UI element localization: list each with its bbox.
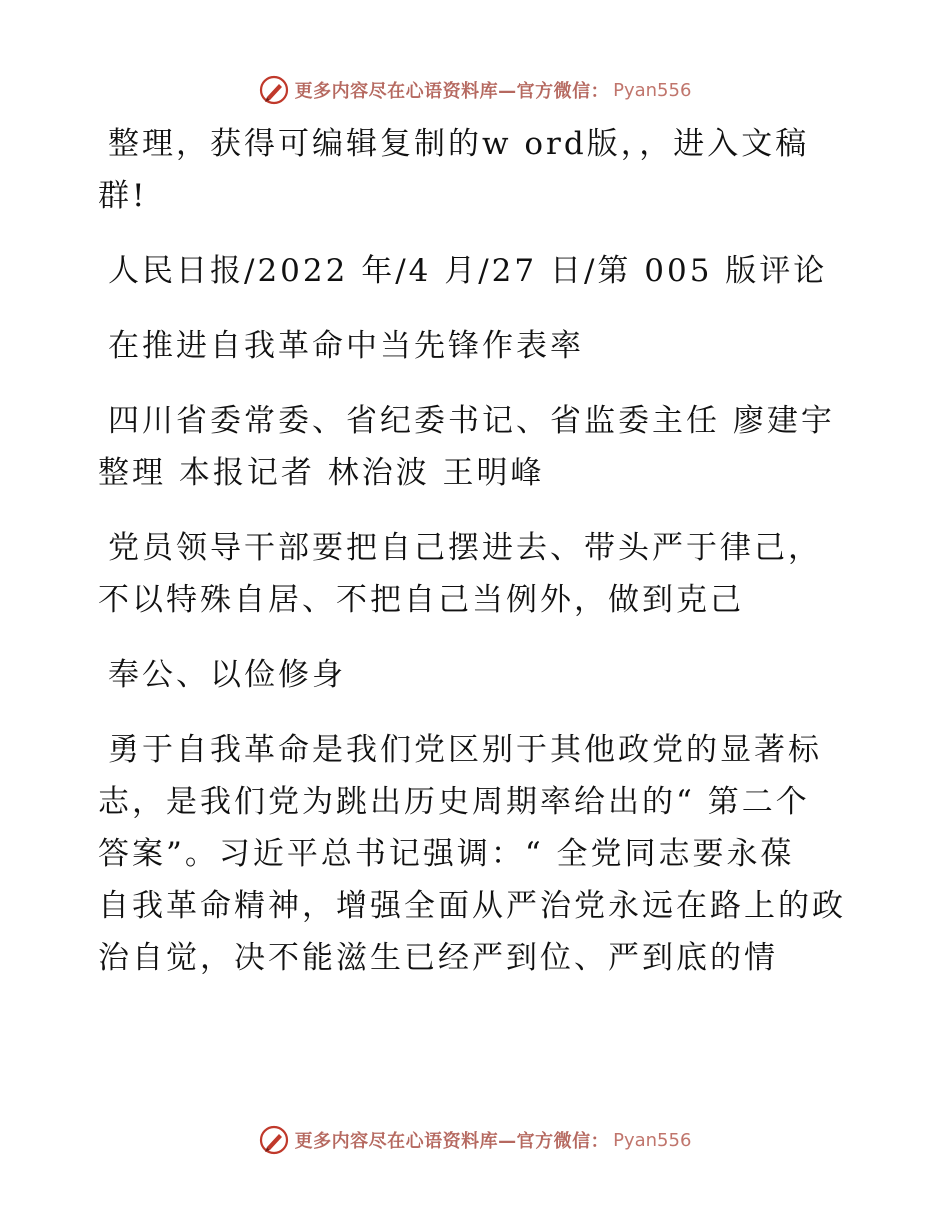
text-line: 群! <box>98 178 148 214</box>
article-title: 在推进自我革命中当先锋作表率 <box>108 328 584 364</box>
banner-contact: Pyan556 <box>613 79 692 101</box>
text-line: 整理，获得可编辑复制的w ord版，，进入文稿 <box>108 126 810 162</box>
paragraph <box>98 522 858 626</box>
footer-banner <box>0 1120 950 1160</box>
text-line: 勇于自我革命是我们党区别于其他政党的显著标 <box>108 732 822 768</box>
paragraph <box>98 245 858 297</box>
text-line: 答案”。习近平总书记强调：“ 全党同志要永葆 <box>98 836 795 872</box>
banner-text: 更多内容尽在心语资料库—官方微信： <box>294 81 610 102</box>
pen-logo-icon <box>259 75 289 105</box>
text-line: 自我革命精神，增强全面从严治党永远在路上的政 <box>98 888 846 924</box>
text-line: 奉公、以俭修身 <box>108 657 346 693</box>
text-line: 志，是我们党为跳出历史周期率给出的“ 第二个 <box>98 784 810 820</box>
text-line: 不以特殊自居、不把自己当例外，做到克己 <box>98 582 744 618</box>
paragraph <box>98 724 858 984</box>
paragraph <box>98 118 858 222</box>
banner-text: 更多内容尽在心语资料库—官方微信： <box>294 1131 610 1152</box>
paragraph <box>98 395 858 499</box>
header-banner <box>0 70 950 110</box>
paragraph <box>98 320 858 372</box>
pen-logo-icon <box>259 1125 289 1155</box>
byline: 四川省委常委、省纪委书记、省监委主任 廖建宇 <box>108 403 835 439</box>
text-line: 治自觉，决不能滋生已经严到位、严到底的情 <box>98 940 778 976</box>
banner-contact: Pyan556 <box>613 1129 692 1151</box>
document-body <box>98 118 858 1007</box>
paragraph <box>98 649 858 701</box>
byline: 整理 本报记者 林治波 王明峰 <box>98 455 545 491</box>
source-line: 人民日报/2022 年/4 月/27 日/第 005 版评论 <box>108 253 828 289</box>
text-line: 党员领导干部要把自己摆进去、带头严于律己， <box>108 530 822 566</box>
